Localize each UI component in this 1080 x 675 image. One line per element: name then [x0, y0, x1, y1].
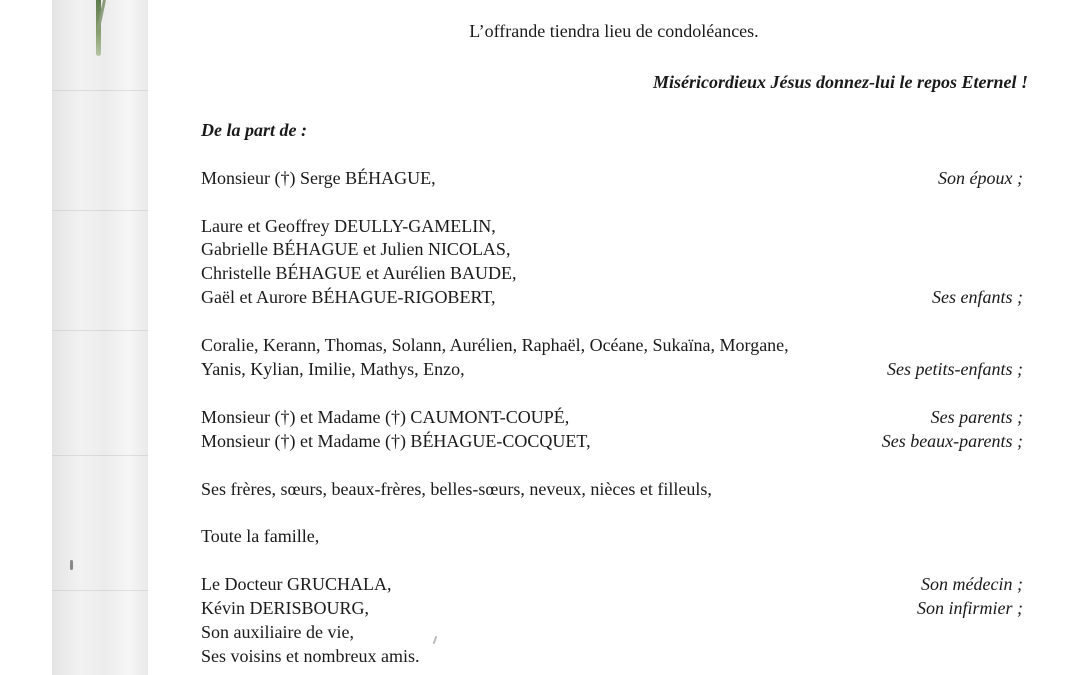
children-relation: Ses enfants ; — [932, 287, 1023, 307]
grandchildren-names: Yanis, Kylian, Imilie, Mathys, Enzo, — [201, 359, 465, 379]
from-heading: De la part de : — [201, 120, 307, 140]
decorative-photo-strip — [52, 0, 148, 675]
nurse-relation: Son infirmier ; — [917, 598, 1023, 618]
care-aide-line: Son auxiliaire de vie, — [201, 622, 354, 642]
child-name: Gaël et Aurore BÉHAGUE-RIGOBERT, — [201, 287, 496, 307]
nurse-name: Kévin DERISBOURG, — [201, 598, 370, 618]
siblings-line: Ses frères, sœurs, beaux-frères, belles-sœurs, neveux, nièces et filleuls, — [201, 479, 712, 499]
parents-name: Monsieur (†) et Madame (†) CAUMONT-COUPÉ, — [201, 407, 570, 427]
child-name: Christelle BÉHAGUE et Aurélien BAUDE, — [201, 263, 517, 283]
child-name: Gabrielle BÉHAGUE et Julien NICOLAS, — [201, 239, 511, 259]
parents-relation: Ses parents ; — [930, 407, 1023, 427]
child-name: Laure et Geoffrey DEULLY-GAMELIN, — [201, 216, 496, 236]
in-laws-name: Monsieur (†) et Madame (†) BÉHAGUE-COCQUET, — [201, 431, 591, 451]
prayer-line: Miséricordieux Jésus donnez-lui le repos Eternel ! — [652, 72, 1028, 92]
neighbors-line: Ses voisins et nombreux amis. — [201, 646, 420, 666]
spouse-name: Monsieur (†) Serge BÉHAGUE, — [201, 168, 436, 188]
doctor-relation: Son médecin ; — [921, 574, 1023, 594]
grandchildren-names: Coralie, Kerann, Thomas, Solann, Aurélien, Raphaël, Océane, Sukaïna, Morgane, — [201, 335, 789, 355]
doctor-name: Le Docteur GRUCHALA, — [201, 574, 392, 594]
family-line: Toute la famille, — [201, 526, 320, 546]
offering-line: L’offrande tiendra lieu de condoléances. — [469, 21, 759, 41]
spouse-relation: Son époux ; — [938, 168, 1023, 188]
in-laws-relation: Ses beaux-parents ; — [881, 431, 1023, 451]
grandchildren-relation: Ses petits-enfants ; — [887, 359, 1023, 379]
